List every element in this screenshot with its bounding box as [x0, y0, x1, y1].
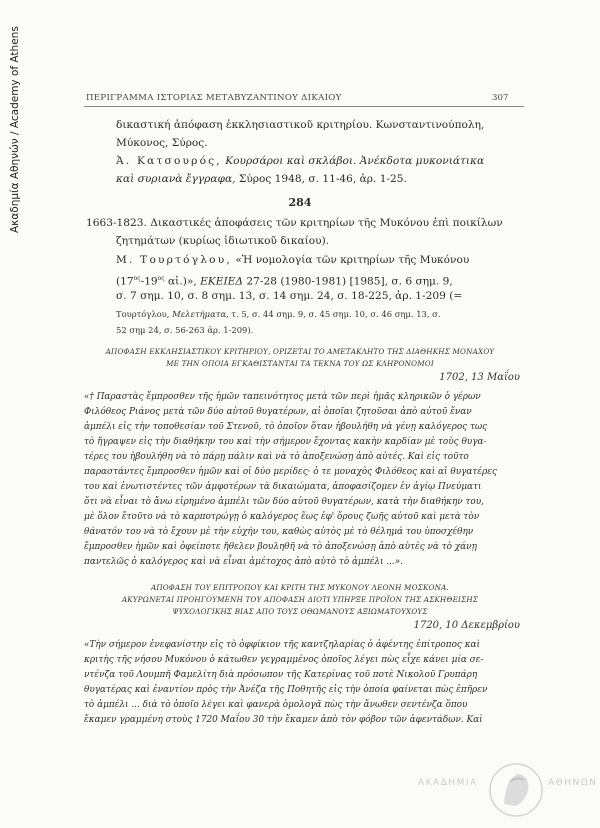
- entry-journal: ΕΚΕΙΕΔ: [200, 275, 244, 288]
- doc1-line: τὸ ἤγραψεν εἰς τὴν διαθήκην του καὶ τὴν σήμερον ἔχοντας κακὴν καρδίαν μὲ τοὺς θυγα-: [84, 437, 487, 447]
- top-entry-author: Ἀ. Κατσουρός,: [116, 155, 222, 167]
- doc1-date: 1702, 13 Μαΐου: [439, 372, 520, 383]
- entry-sup2: ος: [157, 275, 165, 282]
- entry-reprint-ref: τ. 5, σ. 44 σημ. 9, σ. 45 σημ. 10, σ. 46 σημ. 13, σ.: [231, 309, 441, 319]
- watermark-right: ΑΘΗΝΩΝ: [548, 778, 598, 788]
- doc2-line: τὸ ἀμπέλι ... διὰ τὸ ὁποῖο λέγει καὶ φανερὰ ὁμολογᾶ πὼς τὴν ἄνωθεν σεντένζα ὅπου: [84, 700, 468, 710]
- doc1-heading-line2: ΜΕ ΤΗΝ ΟΠΟΙΑ ΕΓΚΑΘΙΣΤΑΝΤΑΙ ΤΑ ΤΕΚΝΑ ΤΟΥ ΩΣ ΚΛΗΡΟΝΟΜΟΙ: [166, 359, 434, 368]
- top-entry-line2: Μύκονος, Σύρος.: [116, 137, 208, 149]
- entry-article-title: «Ἡ νομολογία τῶν κριτηρίων τῆς Μυκόνου: [235, 254, 470, 266]
- doc2-line: «Τὴν σήμερον ἐνεφανίστην εἰς τὸ ὀφφίκιον τῆς καντζηλαρίας ὁ ἀφέντης ἐπίτροπος καὶ: [84, 640, 481, 650]
- entry-line1: 1663-1823. Δικαστικές ἀποφάσεις τῶν κριτηρίων τῆς Μυκόνου ἐπὶ ποικίλων: [86, 217, 503, 229]
- doc1-line: Φιλόθεος Ριάνος μετὰ τῶν δύο αὐτοῦ θυγατέρων, αἱ ὁποῖαι ζητοῦσαι ἀπὸ αὐτοῦ ἕναν: [84, 407, 472, 417]
- entry-sup1: ος: [133, 275, 141, 282]
- running-header: ΠΕΡΙΓΡΑΜΜΑ ΙΣΤΟΡΙΑΣ ΜΕΤΑΒΥΖΑΝΤΙΝΟΥ ΔΙΚΑΙΟΥ: [86, 93, 342, 103]
- doc1-line: ἔμπροσθεν ἡμῶν καὶ ὀφείποτε ἤθελεν βουληθῆ νὰ τὸ ἀποξενώσῃ ἀπὸ αὐτὲς νὰ τὸ χάνῃ: [84, 542, 477, 552]
- doc2-heading-line1: ΑΠΟΦΑΣΗ ΤΟΥ ΕΠΙΤΡΟΠΟΥ ΚΑΙ ΚΡΙΤΗ ΤΗΣ ΜΥΚΟΝΟΥ ΛΕΟΝΗ ΜΟΣΚΟΝΑ.: [150, 583, 450, 592]
- doc1-line: μὲ ὅλον ἔτοῦτο νὰ τὸ καρποτρώγῃ ὁ καλόγερος ἕως ἐφ' ὅρους ζωῆς αὐτοῦ καὶ μετὰ τὸν: [84, 512, 480, 522]
- entry-number: 284: [288, 196, 312, 209]
- doc2-line: ἔκαμεν γραμμένη στοὺς 1720 Μαΐου 30 τὴν ἔκαμεν ἀπὸ τὸν φόβον τῶν ἀφεντάδων. Καὶ: [84, 715, 483, 725]
- doc1-line: θάνατόν του νὰ τὸ ἔχουν μὲ τὴν εὐχήν του, καθὼς αὐτὸς μὲ τὸ θέλημά του ὑποσχέθην: [84, 527, 474, 537]
- top-entry-ref: Σύρος 1948, σ. 11-46, ἀρ. 1-25.: [238, 173, 407, 185]
- entry-century-end: -19: [140, 275, 158, 288]
- doc1-heading-line1: ΑΠΟΦΑΣΗ ΕΚΚΛΗΣΙΑΣΤΙΚΟΥ ΚΡΙΤΗΡΙΟΥ, ΟΡΙΖΕΤΑΙ ΤΟ ΑΜΕΤΑΚΛΗΤΟ ΤΗΣ ΔΙΑΘΗΚΗΣ ΜΟΝΑΧΟΥ: [105, 347, 495, 356]
- top-entry-title: Κουρσάροι καὶ σκλάβοι. Ἀνέκδοτα μυκονιάτικα: [225, 155, 485, 167]
- entry-author: Μ. Τουρτόγλου,: [116, 254, 232, 266]
- top-entry-line4: [116, 171, 407, 188]
- doc2-line: κριτὴς τῆς νήσου Μυκόνου ὁ κάτωθεν γεγραμμένος ὁποῖος λέγει πὼς εἶχε κάνει μία σε-: [84, 655, 484, 665]
- doc2-date: 1720, 10 Δεκεμβρίου: [413, 620, 520, 631]
- entry-line3: [116, 252, 469, 269]
- doc1-line: παντελῶς ὁ καλόγερος καὶ νὰ εἶναι ἀμέτοχος ἀπὸ αὐτὸ τὸ ἀμπέλι ...».: [84, 557, 403, 567]
- top-entry-title-cont: καὶ συριανὰ ἔγγραφα,: [116, 173, 236, 185]
- entry-reprint-author: Τουρτόγλου,: [116, 309, 170, 319]
- watermark-left: ΑΚΑΔΗΜΙΑ: [418, 778, 478, 788]
- entry-line6: [116, 307, 441, 322]
- entry-century-suffix: αἰ.)»,: [168, 275, 197, 288]
- top-entry-line1: δικαστική ἀπόφαση ἐκκλησιαστικοῦ κριτηρίου. Κωνσταντινούπολη,: [116, 119, 485, 131]
- academy-logo-icon: [486, 760, 546, 820]
- top-entry-line3: [116, 153, 484, 170]
- doc2-heading-line3: ΨΥΧΟΛΟΓΙΚΗΣ ΒΙΑΣ ΑΠΟ ΤΟΥΣ ΟΘΩΜΑΝΟΥΣ ΑΞΙΩΜΑΤΟΥΧΟΥΣ: [172, 607, 428, 616]
- doc1-line: του καὶ ἐνωτιστέντες τῶν ἀμφοτέρων τὰ δικαιώματα, ἀποφασίζομεν ἐν ἁγίῳ Πνεύματι: [84, 482, 482, 492]
- doc2-line: θυγατέρας καὶ ἐναντίον πρὸς τὴν Ἀνέζα τῆς Ποθητῆς εἰς τὴν ὁποία φαίνεται πὼς ἐπῆρεν: [84, 685, 488, 695]
- doc1-line: παραστάντες ἔμπροσθεν ἡμῶν καὶ οἱ δύο μερίδες· ὁ τε μοναχὸς Φιλόθεος καὶ αἱ θυγατέρες: [84, 467, 498, 477]
- header-rule: [84, 106, 524, 107]
- entry-line7: 52 σημ 24, σ. 56-263 ἀρ. 1-209).: [116, 325, 254, 335]
- doc1-line: «† Παραστὰς ἔμπροσθεν τῆς ἡμῶν ταπεινότητος μετὰ τῶν περὶ ἡμᾶς κληρικῶν ὁ γέρων: [84, 392, 481, 402]
- entry-reprint-title: Μελετήματα,: [172, 309, 229, 319]
- entry-line2: ζητημάτων (κυρίως ἰδιωτικοῦ δικαίου).: [116, 235, 330, 247]
- sidebar-label: Ακαδημία Αθηνών / Academy of Athens: [9, 26, 21, 233]
- doc2-line: ντένζα τοῦ Λουμπῆ Φαμελίτη διὰ πρόσωπον τῆς Κατερίνας τοῦ ποτὲ Νικολοῦ Γρυπάρη: [84, 670, 478, 680]
- entry-century-start: (17: [116, 275, 134, 288]
- entry-journal-ref: 27-28 (1980-1981) [1985], σ. 6 σημ. 9,: [246, 275, 453, 288]
- page-number: 307: [492, 93, 509, 103]
- doc1-line: τέρες του ἠβουλήθη νὰ τὸ πάρῃ πάλιν καὶ νὰ τὸ ἀποξενώσῃ ἀπὸ αὐτές. Καὶ εἰς τοῦτο: [84, 452, 469, 462]
- entry-line5: σ. 7 σημ. 10, σ. 8 σημ. 13, σ. 14 σημ. 24, σ. 18-225, ἀρ. 1-209 (=: [116, 290, 463, 302]
- doc1-line: ὅτι νὰ εἶναι τὸ ἄνω εἰρημένο ἀμπέλι τῶν δύο αὐτοῦ θυγατέρων, κατὰ τὴν διαθήκην του,: [84, 497, 484, 507]
- doc2-heading-line2: ΑΚΥΡΩΝΕΤΑΙ ΠΡΟΗΓΟΥΜΕΝΗ ΤΟΥ ΑΠΟΦΑΣΗ ΔΙΟΤΙ ΥΠΗΡΞΕ ΠΡΟΪΟΝ ΤΗΣ ΑΣΚΗΘΕΙΣΗΣ: [121, 595, 479, 604]
- doc1-line: ἀμπέλι εἰς τὴν τοποθεσίαν τοῦ Στενοῦ, τὸ ὁποῖον ὅταν ἠβουλήθη νὰ γένῃ καλόγερος τως: [84, 422, 488, 432]
